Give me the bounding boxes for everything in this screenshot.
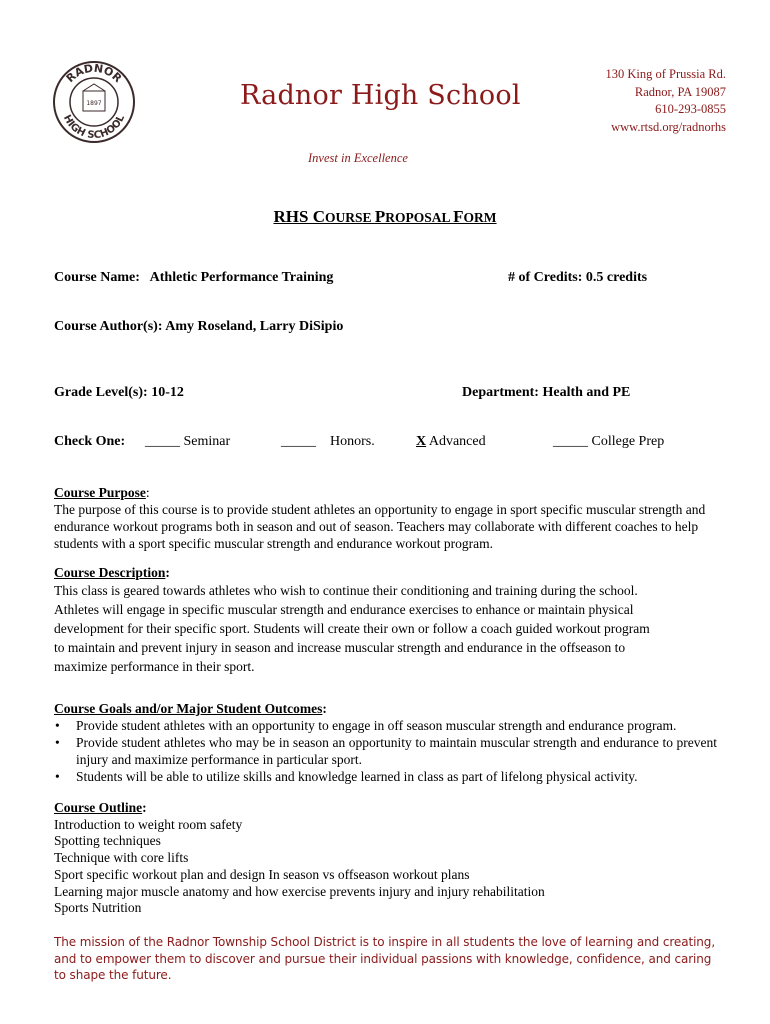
goals-section: Course Goals and/or Major Student Outcomes: • Provide student athletes with an opportunity to engage in off season muscular strength and endurance program. • Provide student athletes who may be in season an opportunity to maintain muscular strength and endurance to prevent injury and maximize performance in particular sport. • Students will be able to utilize skills and knowledge learned in class as part of lifelong physical activity. xyxy=(54,701,717,784)
form-title: RHS COURSE PROPOSAL FORM xyxy=(273,207,497,226)
bullet-icon: • xyxy=(55,735,60,750)
department-value: Health and PE xyxy=(542,385,631,400)
description-section: Course Description: This class is geared towards athletes who wish to continue their conditioning and training during the school. Athletes will engage in specific muscular strength and endurance exercises to enhance or maintain physical development for their specific sport. Students will create their own or follow a coach guided workout program to maintain and prevent injury in season and increase muscular strength and endurance in the offseason to maximize performance in their sport. xyxy=(54,564,734,676)
description-line: This class is geared towards athletes who wish to continue their conditioning and training during the school. xyxy=(54,583,638,598)
outline-heading: Course Outline xyxy=(54,800,143,815)
course-name-value: Athletic Performance Training xyxy=(149,270,334,285)
authors-value: Amy Roseland, Larry DiSipio xyxy=(165,319,344,334)
check-one-label: Check One: xyxy=(54,434,126,449)
option-mark: _____ xyxy=(553,434,588,449)
svg-text:RADNOR xyxy=(64,62,125,86)
course-name-field xyxy=(54,270,333,286)
option-label: Honors. xyxy=(330,434,375,449)
seal-year: 1897 xyxy=(86,100,102,107)
description-line: to maintain and prevent injury in season and increase muscular strength and endurance in the offseason to xyxy=(54,640,626,655)
department-field xyxy=(462,385,630,401)
option-honors[interactable] xyxy=(281,434,375,450)
mission-statement: The mission of the Radnor Township School District is to inspire in all students the love of learning and creating, and to empower them to discover and pursue their individual passions with knowledge, confidence, and caring to shape the future. xyxy=(54,935,716,982)
list-item: Sport specific workout plan and design In season vs offseason workout plans xyxy=(54,866,470,882)
description-line: development for their specific sport. Students will create their own or follow a coach guided workout program xyxy=(54,621,650,636)
address-street: 130 King of Prussia Rd. xyxy=(605,67,726,81)
address-phone: 610-293-0855 xyxy=(655,102,726,116)
option-seminar[interactable] xyxy=(145,434,230,450)
credits-label: # of Credits: xyxy=(508,270,583,285)
list-item: Technique with core lifts xyxy=(54,850,189,866)
list-item: Learning major muscle anatomy and how exercise prevents injury and injury rehabilitation xyxy=(54,883,545,899)
description-heading: Course Description xyxy=(54,565,166,580)
school-name: Radnor High School xyxy=(240,80,521,111)
credits-field xyxy=(508,270,647,286)
option-mark: _____ xyxy=(281,434,316,449)
grade-field xyxy=(54,385,184,401)
option-college-prep[interactable] xyxy=(553,434,664,450)
grade-value: 10-12 xyxy=(151,385,184,400)
bullet-icon: • xyxy=(55,718,60,733)
seal-text-top: RADNOR xyxy=(63,61,125,86)
school-seal-logo xyxy=(52,60,136,144)
authors-field xyxy=(54,319,343,335)
department-label: Department: xyxy=(462,385,539,400)
authors-label: Course Author(s): xyxy=(54,319,163,334)
goals-heading: Course Goals and/or Major Student Outcomes xyxy=(54,701,323,716)
seal-text-bottom: HIGH SCHOOL xyxy=(60,113,128,142)
svg-text:HIGH SCHOOL xyxy=(61,113,127,141)
option-advanced[interactable] xyxy=(416,434,486,450)
credits-value: 0.5 credits xyxy=(585,270,648,285)
option-label: College Prep xyxy=(591,434,665,449)
option-label: Seminar xyxy=(183,434,231,449)
tagline: Invest in Excellence xyxy=(308,151,408,165)
list-item: • Provide student athletes who may be in season an opportunity to maintain muscular strength and endurance to prevent injury and maximize performance in particular sport. xyxy=(55,735,717,767)
bullet-icon: • xyxy=(55,769,60,784)
goals-list xyxy=(54,717,717,785)
purpose-heading: Course Purpose xyxy=(54,485,146,500)
address-city: Radnor, PA 19087 xyxy=(634,84,726,99)
list-item: Sports Nutrition xyxy=(54,900,142,916)
list-item: • Provide student athletes with an opportunity to engage in off season muscular strength and endurance program. xyxy=(55,718,677,733)
course-name-label: Course Name: xyxy=(54,270,140,285)
description-line: maximize performance in their sport. xyxy=(54,659,255,674)
option-label: Advanced xyxy=(428,434,486,449)
address-website[interactable]: www.rtsd.org/radnorhs xyxy=(611,119,726,134)
option-mark-selected: X xyxy=(416,434,427,449)
outline-section: Course Outline: Introduction to weight room safety Spotting techniques Technique with core lifts Sport specific workout plan and design In season vs offseason workout plans Learning major muscle anatomy and how exercise prevents injury and injury rehabilitation Sports Nutrition xyxy=(54,800,724,917)
list-item: Introduction to weight room safety xyxy=(54,816,243,832)
grade-label: Grade Level(s): xyxy=(54,385,148,400)
purpose-text: The purpose of this course is to provide student athletes an opportunity to engage in sport specific muscular strength and endurance workout programs both in season and out of season. Teachers may collaborate with different coaches to help students with a sport specific muscular strength and endurance workout program. xyxy=(54,502,706,551)
option-mark: _____ xyxy=(145,434,180,449)
address-block xyxy=(606,66,727,136)
purpose-section: Course Purpose: The purpose of this course is to provide student athletes an opportunity to engage in sport specific muscular strength and endurance workout programs both in season and out of season. Teachers may collaborate with different coaches to help students with a sport specific muscular strength and endurance workout program. xyxy=(54,484,724,552)
list-item: • Students will be able to utilize skills and knowledge learned in class as part of lifelong physical activity. xyxy=(55,769,638,784)
list-item: Spotting techniques xyxy=(54,833,161,849)
description-line: Athletes will engage in specific muscular strength and endurance exercises to enhance or maintain physical xyxy=(54,602,634,617)
